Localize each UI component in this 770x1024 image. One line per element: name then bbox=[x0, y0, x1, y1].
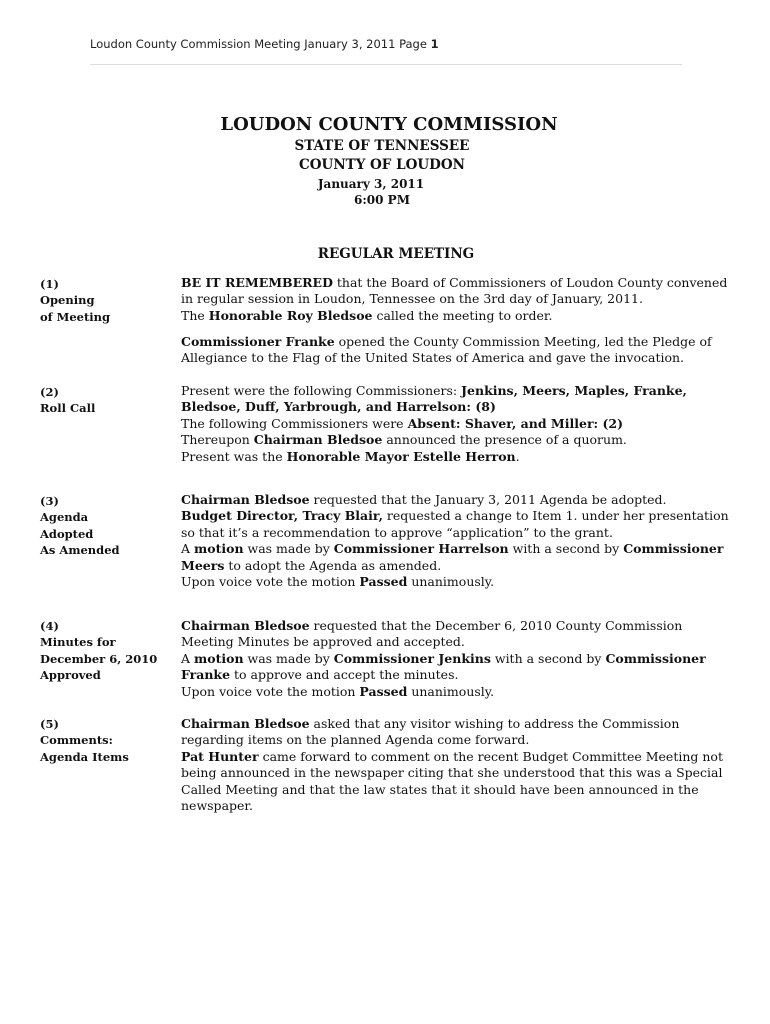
section-1-label: (1) Opening of Meeting bbox=[40, 277, 111, 324]
section-2-body: Present were the following Commissioners: Jenkins, Meers, Maples, Franke, Bledsoe, Duff, Yarbrough, and Harrelson: (8) The following Commissioners were Absent: Shaver, and Miller: (2) Thereupon Chairman Bledsoe announced the presence of a quorum. Present was the Honorable Mayor Estelle Herron. bbox=[181, 383, 687, 464]
section-3-label: (3) Agenda Adopted As Amended bbox=[40, 494, 120, 558]
section-1-paragraph-2: Commissioner Franke opened the County Commission Meeting, led the Pledge of Allegiance to the Flag of the United States of America and gave the invocation. bbox=[181, 334, 712, 366]
section-4-body: Chairman Bledsoe requested that the December 6, 2010 County Commission Meeting Minutes be approved and accepted. A motion was made by Commissioner Jenkins with a second by Commissioner Franke to approve and accept the minutes. Upon voice vote the motion Passed unanimously. bbox=[181, 618, 706, 699]
meeting-time: 6:00 PM bbox=[354, 193, 410, 207]
state-line: STATE OF TENNESSEE bbox=[294, 138, 470, 154]
section-5-label: (5) Comments: Agenda Items bbox=[40, 717, 129, 764]
meeting-type-heading: REGULAR MEETING bbox=[317, 246, 475, 262]
running-header bbox=[90, 37, 690, 51]
section-5-body: Chairman Bledsoe asked that any visitor wishing to address the Commission regarding items on the planned Agenda come forward. Pat Hunter came forward to comment on the recent Budget Committee Meeting not being announced in the newspaper citing that she understood that this was a Special Called Meeting and that the law states that it should have been announced in the newspaper. bbox=[181, 716, 723, 814]
section-1-paragraph-1: BE IT REMEMBERED that the Board of Commissioners of Loudon County convened in regular session in Loudon, Tennessee on the 3rd day of January, 2011. The Honorable Roy Bledsoe called the meeting to order. bbox=[181, 275, 728, 323]
county-line: COUNTY OF LOUDON bbox=[299, 157, 465, 173]
section-4-label: (4) Minutes for December 6, 2010 Approved bbox=[40, 619, 158, 683]
header-divider bbox=[90, 64, 682, 65]
running-title: Loudon County Commission Meeting January 3, 2011 Page bbox=[90, 37, 431, 51]
page-number: 1 bbox=[430, 37, 439, 51]
section-3-body: Chairman Bledsoe requested that the January 3, 2011 Agenda be adopted. Budget Director, Tracy Blair, requested a change to Item 1. under her presentation so that it’s a recommendation to approve “application” to the grant. A motion was made by Commissioner Harrelson with a second by Commissioner Meers to adopt the Agenda as amended. Upon voice vote the motion Passed unanimously. bbox=[181, 492, 729, 590]
document-title: LOUDON COUNTY COMMISSION bbox=[220, 114, 558, 135]
meeting-date: January 3, 2011 bbox=[317, 177, 425, 191]
section-2-label: (2) Roll Call bbox=[40, 385, 96, 416]
